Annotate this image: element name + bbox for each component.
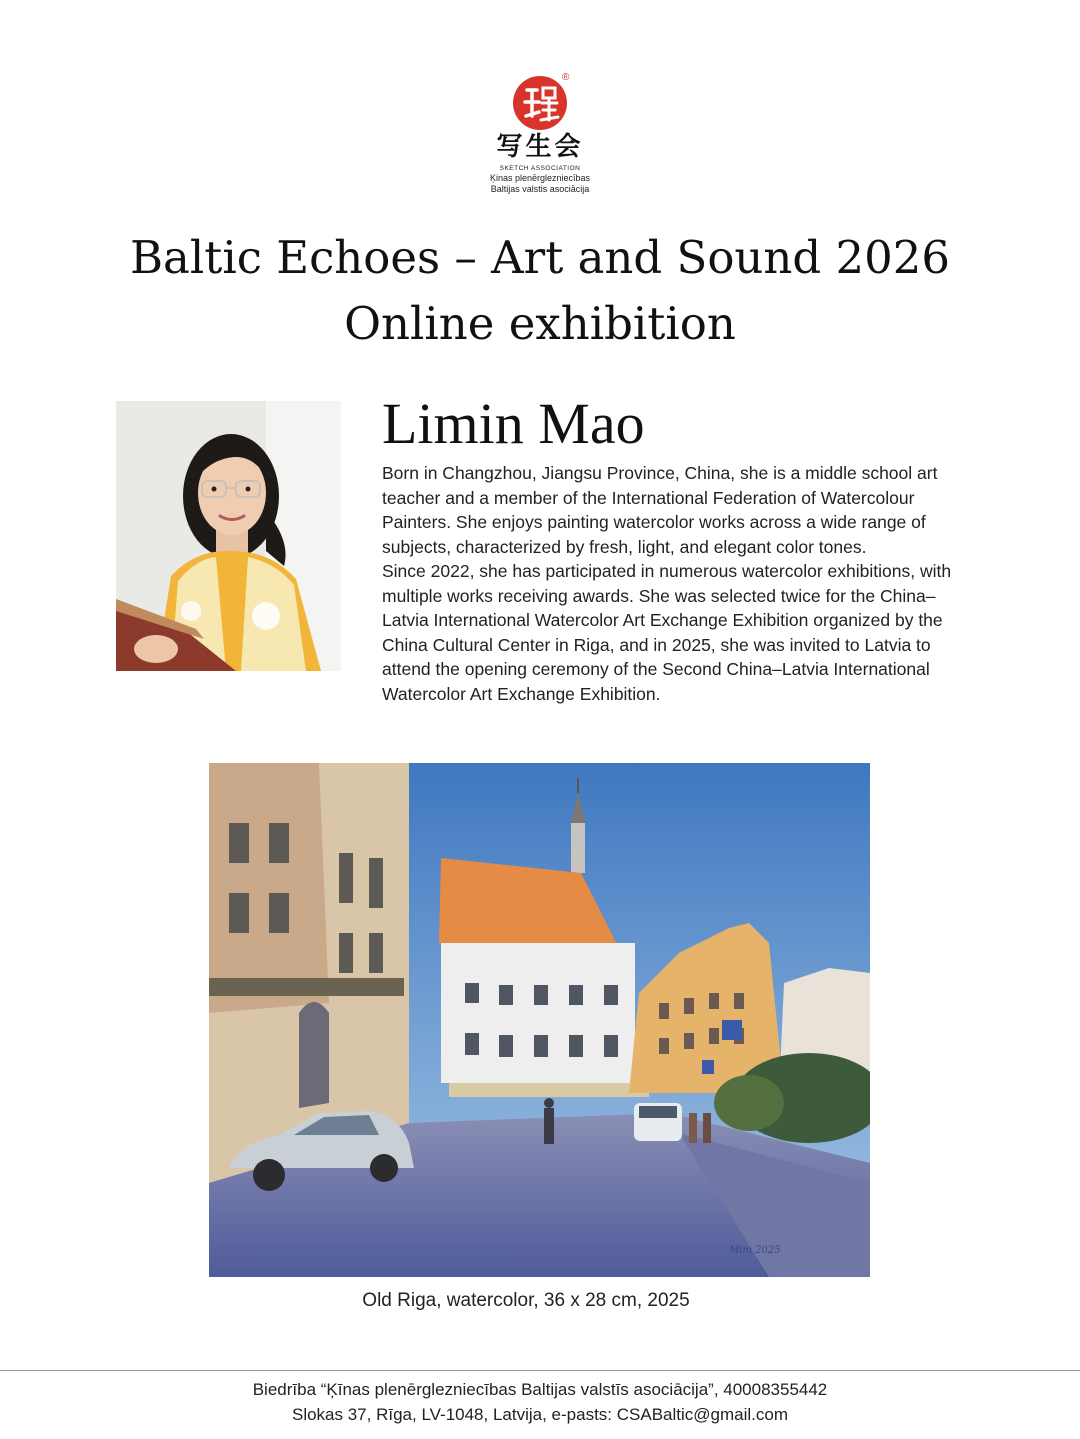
artwork-caption: Old Riga, watercolor, 36 x 28 cm, 2025	[362, 1290, 690, 1311]
artist-portrait	[116, 401, 341, 671]
logo-latvian-line-1: Ķinas plenērglezniecības	[489, 173, 591, 183]
red-seal-stamp-icon	[513, 76, 567, 130]
svg-text:Mlm 2025: Mlm 2025	[729, 1245, 781, 1256]
footer-organization: Biedrība “Ķīnas plenērglezniecības Baltijas valstīs asociācija”, 40008355442	[252, 1380, 828, 1399]
logo-english-text: SKETCH ASSOCIATION	[499, 165, 581, 172]
artist-bio	[382, 461, 982, 706]
association-logo	[470, 72, 610, 202]
bio-paragraph-2: Since 2022, she has participated in numerous watercolor exhibitions, with multiple works receiving awards. She was selected twice for the China–Latvia International Watercolor Art Exchange Exhibition organized by the China Cultural Center in Riga, and in 2025, she was invited to Latvia to attend the opening ceremony of the Second China–Latvia International Watercolor Art Exchange Exhibition.	[382, 561, 952, 704]
logo-chinese-text: 写生会	[496, 132, 584, 162]
registered-mark: ®	[562, 72, 570, 83]
logo-latvian-line-2: Baltijas valstis asociācija	[490, 184, 590, 194]
artwork-painting	[209, 763, 870, 1277]
exhibition-title: Baltic Echoes – Art and Sound 2026	[129, 231, 951, 284]
footer-divider	[0, 1370, 1080, 1371]
bio-paragraph-1: Born in Changzhou, Jiangsu Province, China, she is a middle school art teacher and a member of the International Federation of Watercolour Painters. She enjoys painting watercolor works across a wide range of subjects, characterized by fresh, light, and elegant color tones.	[382, 463, 938, 557]
exhibition-subtitle: Online exhibition	[344, 297, 736, 350]
footer-address: Slokas 37, Rīga, LV-1048, Latvija, e-pasts: CSABaltic@gmail.com	[291, 1405, 788, 1424]
artist-name: Limin Mao	[382, 391, 645, 456]
